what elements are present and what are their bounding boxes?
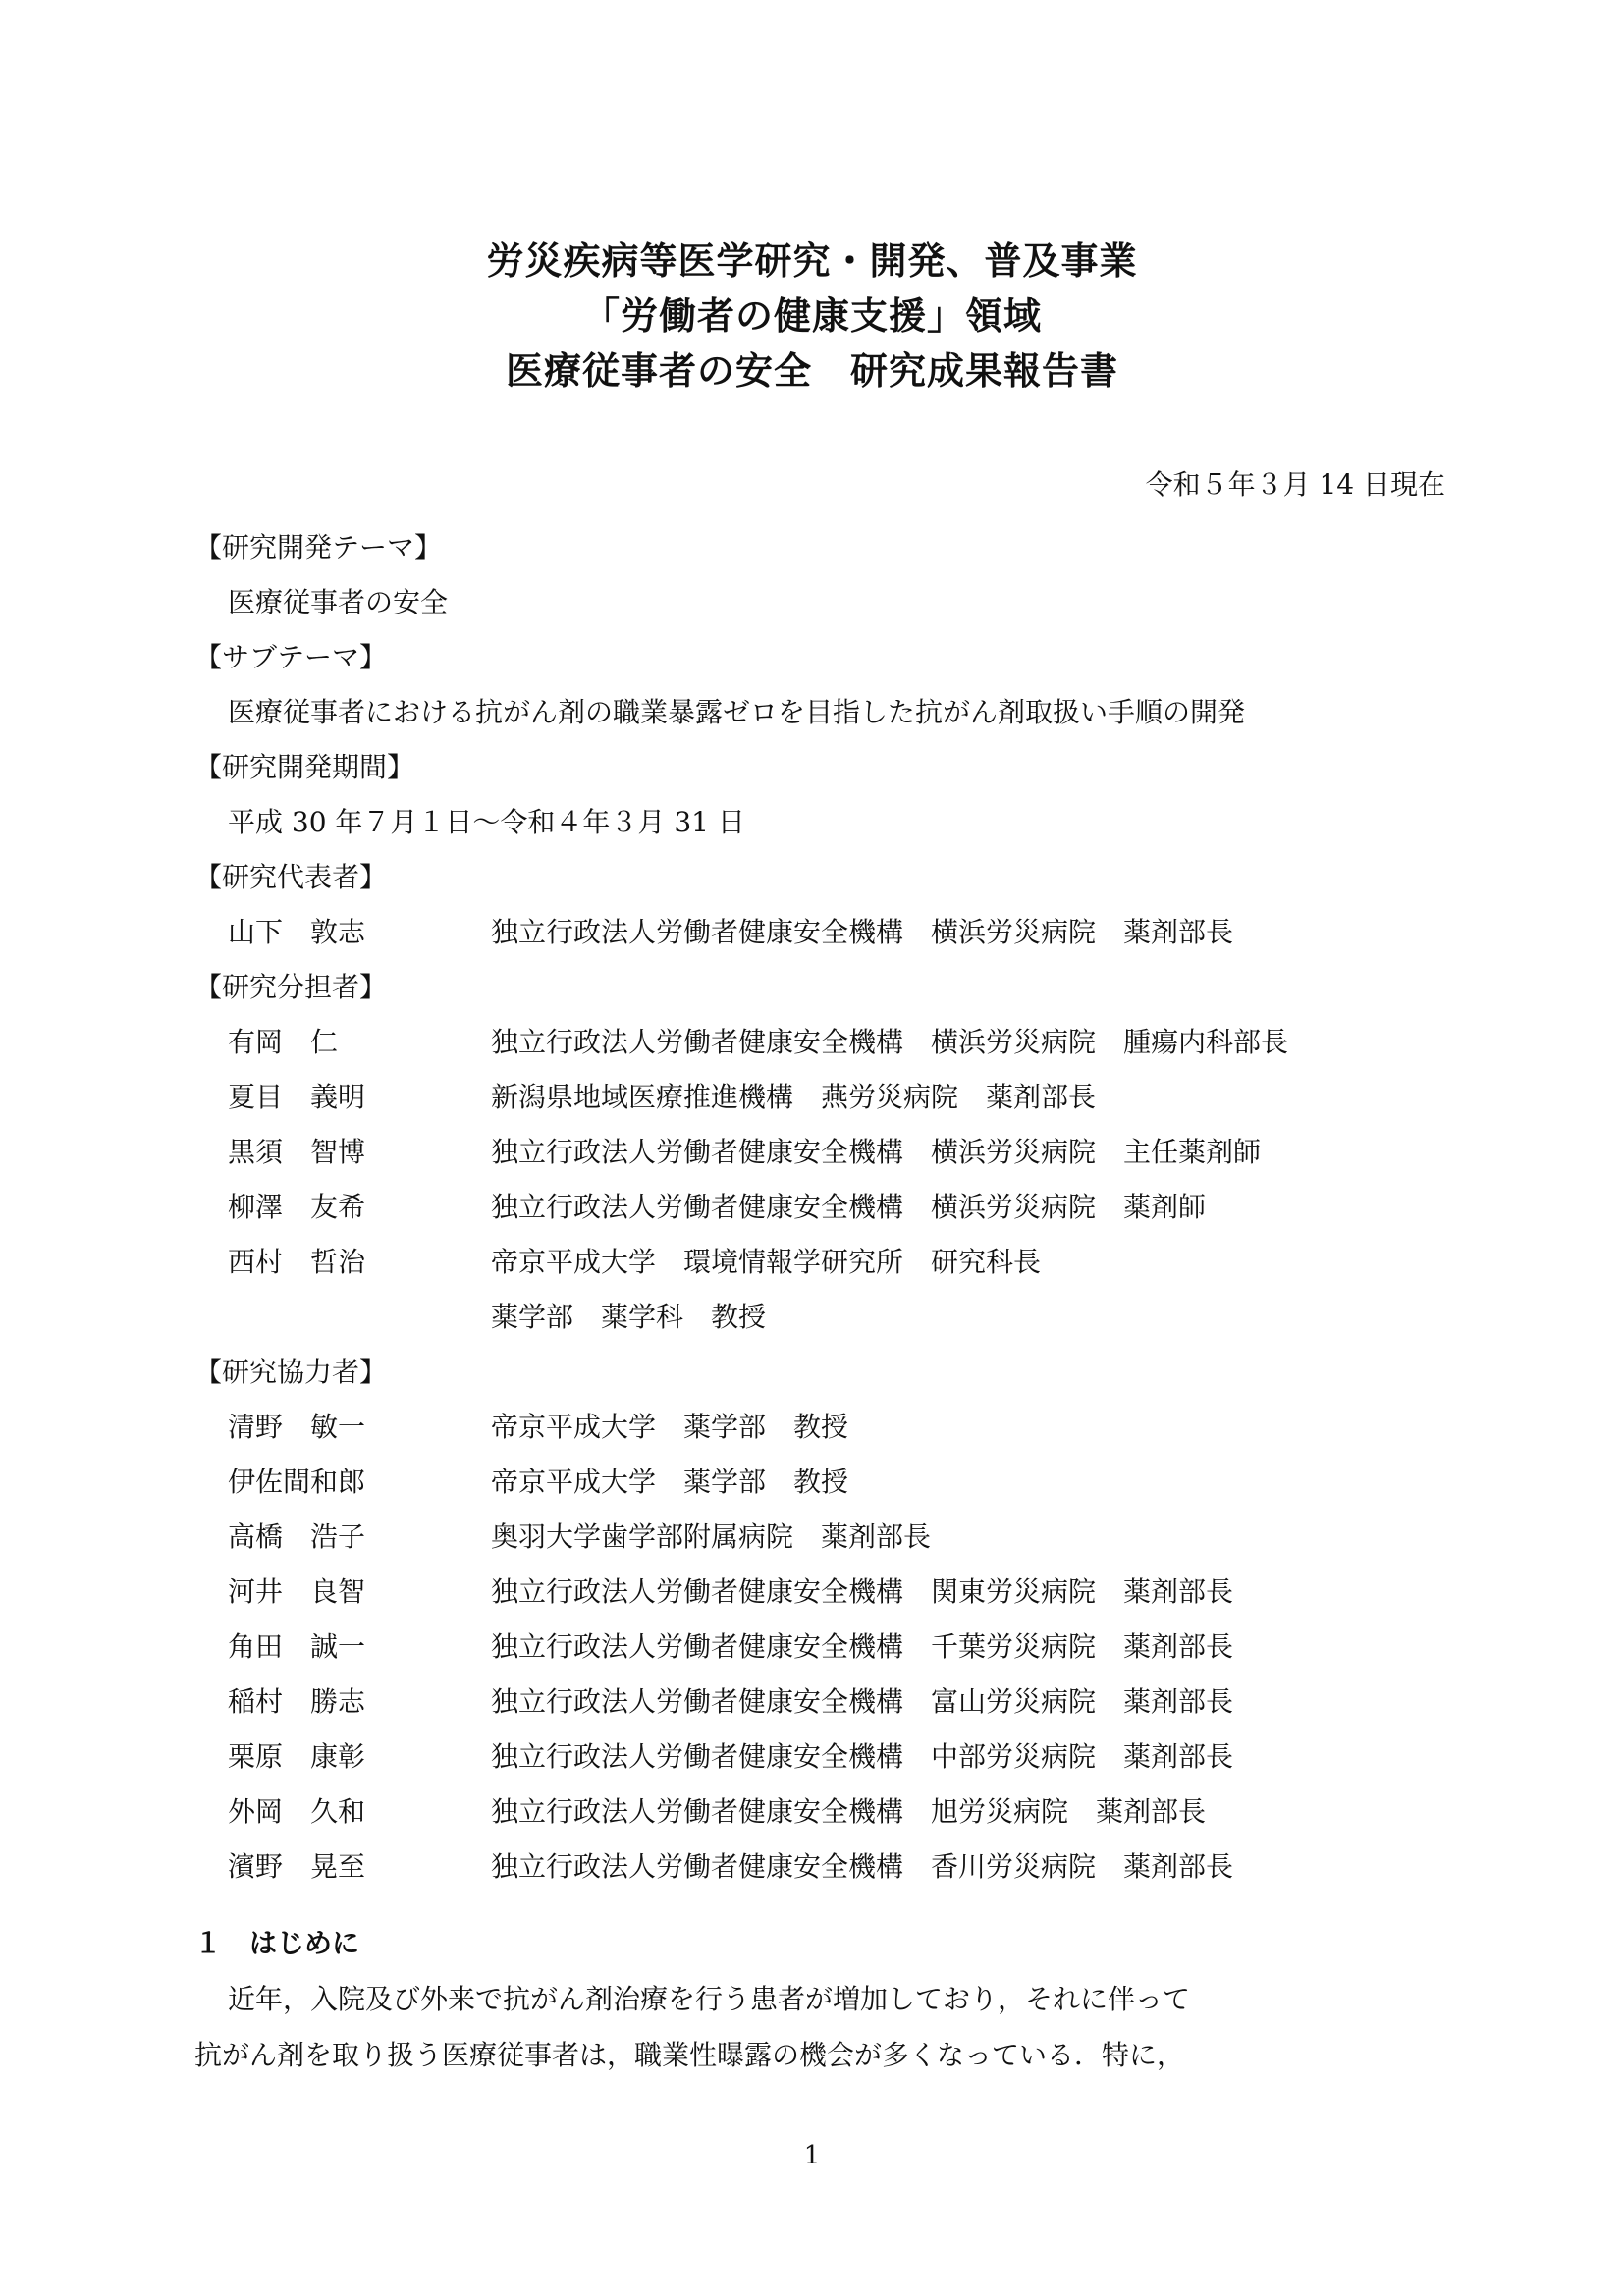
page-number: 1 — [803, 2141, 821, 2170]
member-name: 外岡 久和 — [228, 1795, 366, 1828]
member-name: 高橋 浩子 — [228, 1521, 366, 1553]
co-researcher-row — [194, 1235, 1441, 1290]
member-affiliation: 独立行政法人労働者健康安全機構 旭労災病院 薬剤部長 — [491, 1795, 1207, 1828]
member-affiliation: 薬学部 薬学科 教授 — [491, 1301, 767, 1333]
co-researcher-row-continued — [194, 1290, 1441, 1345]
co-researcher-row — [194, 1180, 1441, 1235]
member-name: 柳澤 友希 — [228, 1191, 366, 1223]
member-name: 黒須 智博 — [228, 1136, 366, 1168]
member-name: 山下 敦志 — [228, 916, 366, 948]
report-body — [194, 520, 1441, 2083]
member-name: 稲村 勝志 — [228, 1685, 366, 1718]
intro-line-2: 抗がん剤を取り扱う医療従事者は，職業性曝露の機会が多くなっている．特に， — [194, 2039, 1185, 2071]
member-affiliation: 独立行政法人労働者健康安全機構 千葉労災病院 薬剤部長 — [491, 1630, 1234, 1663]
theme-value: 医療従事者の安全 — [228, 586, 449, 618]
member-affiliation: 独立行政法人労働者健康安全機構 香川労災病院 薬剤部長 — [491, 1850, 1234, 1883]
co-researcher-label: 【研究分担者】 — [194, 971, 388, 1003]
collaborator-row — [194, 1455, 1441, 1510]
member-affiliation: 帝京平成大学 薬学部 教授 — [491, 1466, 849, 1498]
member-name: 河井 良智 — [228, 1575, 366, 1608]
collaborator-row — [194, 1840, 1441, 1895]
collaborator-row — [194, 1510, 1441, 1565]
collaborator-row — [194, 1400, 1441, 1455]
co-researcher-row — [194, 1015, 1441, 1070]
member-name: 西村 哲治 — [228, 1246, 366, 1278]
member-affiliation: 帝京平成大学 環境情報学研究所 研究科長 — [491, 1246, 1042, 1278]
member-name: 濱野 晃至 — [228, 1850, 366, 1883]
member-affiliation: 新潟県地域医療推進機構 燕労災病院 薬剤部長 — [491, 1081, 1097, 1113]
report-date: 令和５年３月 14 日現在 — [1145, 468, 1445, 501]
lead-researcher-row — [194, 905, 1441, 960]
collaborator-row — [194, 1675, 1441, 1730]
period-value: 平成 30 年７月１日～令和４年３月 31 日 — [228, 806, 745, 838]
section-spacer — [194, 1895, 1441, 1916]
member-name: 有岡 仁 — [228, 1026, 339, 1058]
member-affiliation: 独立行政法人労働者健康安全機構 横浜労災病院 主任薬剤師 — [491, 1136, 1262, 1168]
title-line-1: 労災疾病等医学研究・開発、普及事業 — [486, 239, 1138, 283]
report-title — [0, 234, 1624, 399]
title-line-2: 「労働者の健康支援」領域 — [581, 294, 1042, 338]
member-name: 角田 誠一 — [228, 1630, 366, 1663]
member-affiliation: 帝京平成大学 薬学部 教授 — [491, 1411, 849, 1443]
member-affiliation: 独立行政法人労働者健康安全機構 横浜労災病院 薬剤部長 — [491, 916, 1234, 948]
member-affiliation: 独立行政法人労働者健康安全機構 関東労災病院 薬剤部長 — [491, 1575, 1234, 1608]
co-researcher-row — [194, 1125, 1441, 1180]
period-label: 【研究開発期間】 — [194, 751, 415, 783]
collaborator-row — [194, 1730, 1441, 1785]
intro-line-1: 近年，入院及び外来で抗がん剤治療を行う患者が増加しており，それに伴って — [228, 1983, 1191, 2015]
member-name: 夏目 義明 — [228, 1081, 366, 1113]
member-name: 清野 敏一 — [228, 1411, 366, 1443]
collaborator-row — [194, 1565, 1441, 1620]
member-affiliation: 奥羽大学歯学部附属病院 薬剤部長 — [491, 1521, 932, 1553]
subtheme-label: 【サブテーマ】 — [194, 641, 388, 673]
member-affiliation: 独立行政法人労働者健康安全機構 富山労災病院 薬剤部長 — [491, 1685, 1234, 1718]
member-name: 伊佐間和郎 — [228, 1466, 366, 1498]
subtheme-value: 医療従事者における抗がん剤の職業暴露ゼロを目指した抗がん剤取扱い手順の開発 — [228, 696, 1246, 728]
member-affiliation: 独立行政法人労働者健康安全機構 横浜労災病院 薬剤師 — [491, 1191, 1207, 1223]
collaborator-row — [194, 1785, 1441, 1840]
collaborator-label: 【研究協力者】 — [194, 1356, 388, 1388]
member-affiliation: 独立行政法人労働者健康安全機構 横浜労災病院 腫瘍内科部長 — [491, 1026, 1289, 1058]
intro-heading: １ はじめに — [194, 1927, 360, 1959]
collaborator-row — [194, 1620, 1441, 1675]
member-affiliation: 独立行政法人労働者健康安全機構 中部労災病院 薬剤部長 — [491, 1740, 1234, 1773]
member-name: 栗原 康彰 — [228, 1740, 366, 1773]
theme-label: 【研究開発テーマ】 — [194, 531, 443, 563]
title-line-3: 医療従事者の安全 研究成果報告書 — [505, 348, 1118, 393]
intro-paragraph — [194, 1971, 1441, 2083]
lead-researcher-label: 【研究代表者】 — [194, 861, 388, 893]
co-researcher-row — [194, 1070, 1441, 1125]
